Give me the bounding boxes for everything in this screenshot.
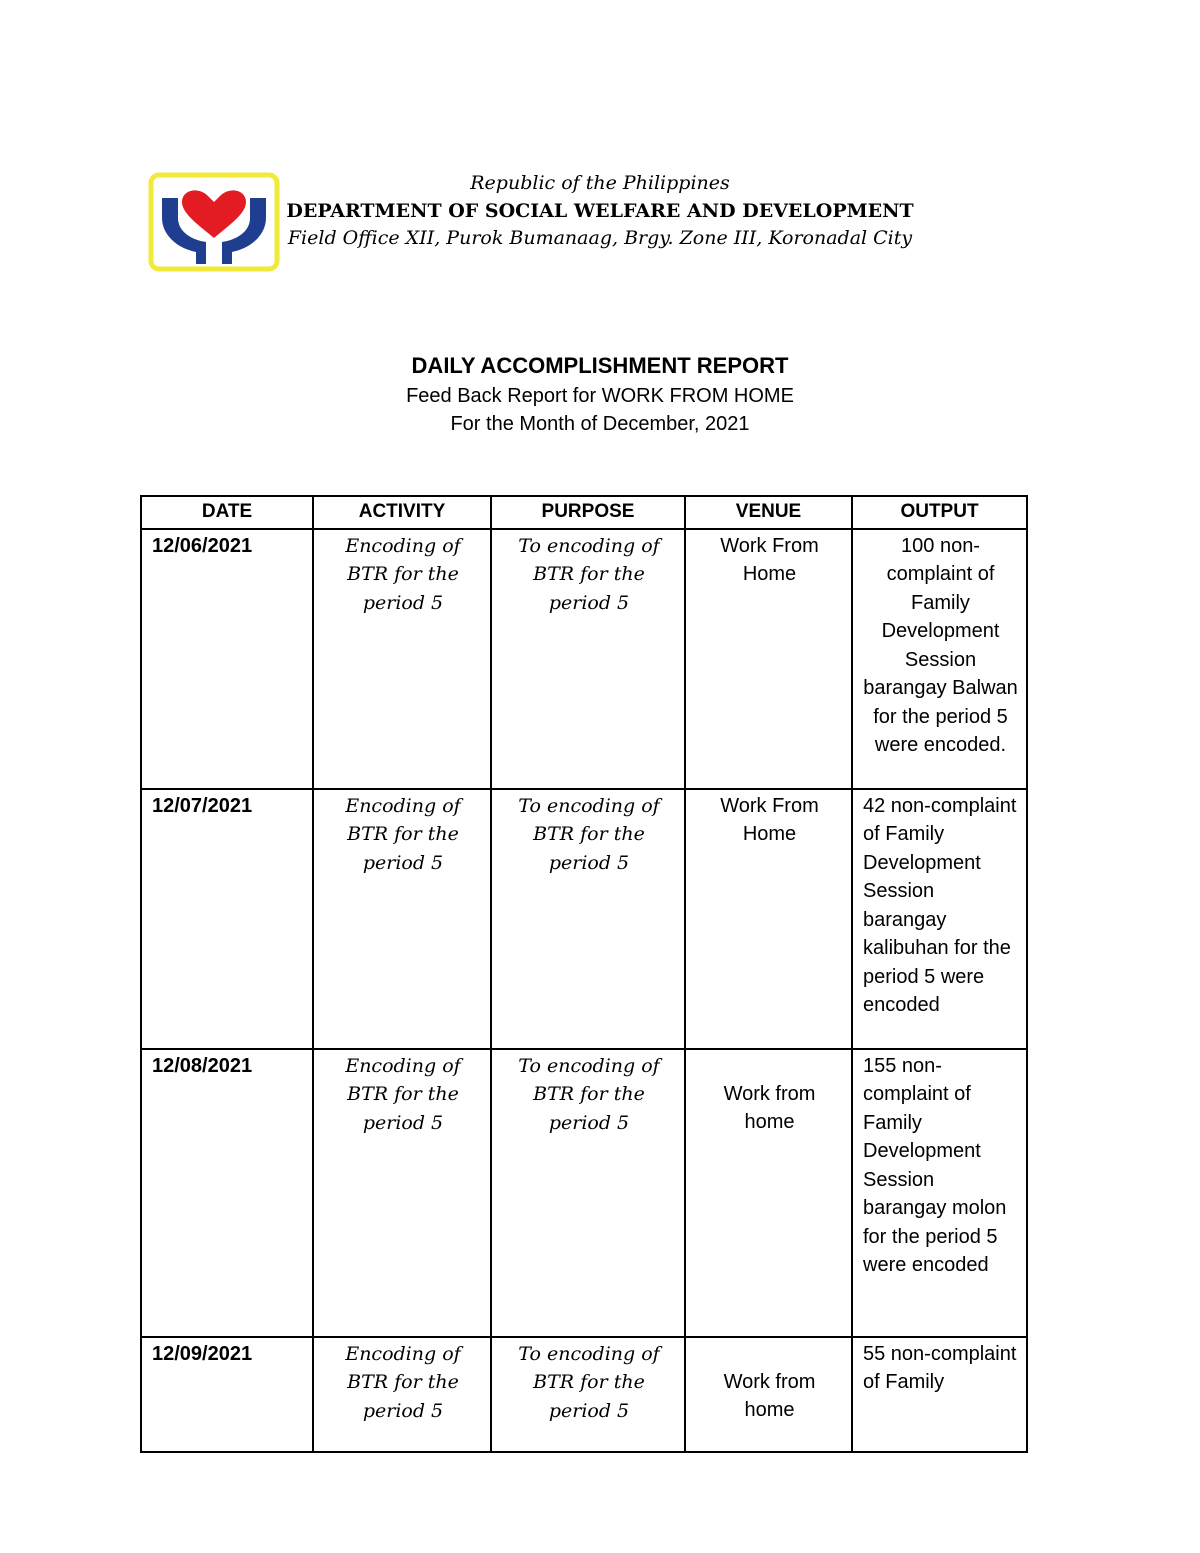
cell-activity: Encoding of BTR for the period 5 [313,1337,491,1452]
report-subtitle: Feed Back Report for WORK FROM HOME [406,385,794,407]
letterhead [280,170,920,252]
cell-activity: Encoding of BTR for the period 5 [313,789,491,1049]
cell-purpose: To encoding of BTR for the period 5 [491,789,685,1049]
cell-venue: Work From Home [685,789,852,1049]
cell-date: 12/07/2021 [141,789,313,1049]
cell-activity: Encoding of BTR for the period 5 [313,529,491,789]
cell-purpose: To encoding of BTR for the period 5 [491,1337,685,1452]
cell-venue: Work from home [685,1049,852,1337]
report-title: DAILY ACCOMPLISHMENT REPORT [411,353,789,378]
table-row [141,1337,1027,1452]
cell-output: 100 non-complaint of Family Development Session barangay Balwan for the period 5 were encoded. [852,529,1027,789]
header-activity: ACTIVITY [313,496,491,529]
accomplishment-table [140,495,1028,1453]
header-venue: VENUE [685,496,852,529]
cell-activity: Encoding of BTR for the period 5 [313,1049,491,1337]
department-name: DEPARTMENT OF SOCIAL WELFARE AND DEVELOPMENT [286,200,914,222]
header-output: OUTPUT [852,496,1027,529]
cell-date: 12/08/2021 [141,1049,313,1337]
table-row [141,529,1027,789]
office-address: Field Office XII, Purok Bumanaag, Brgy. Zone III, Koronadal City [287,227,913,249]
table-row [141,1049,1027,1337]
cell-output: 55 non-complaint of Family [852,1337,1027,1452]
cell-venue: Work From Home [685,529,852,789]
cell-date: 12/06/2021 [141,529,313,789]
cell-purpose: To encoding of BTR for the period 5 [491,1049,685,1337]
cell-output: 42 non-complaint of Family Development Session barangay kalibuhan for the period 5 were encoded [852,789,1027,1049]
report-titles [300,350,900,438]
table-header-row [141,496,1027,529]
table-row [141,789,1027,1049]
cell-purpose: To encoding of BTR for the period 5 [491,529,685,789]
cell-date: 12/09/2021 [141,1337,313,1452]
dswd-logo [148,172,280,272]
cell-venue: Work from home [685,1337,852,1452]
republic-line: Republic of the Philippines [470,172,730,194]
cell-output: 155 non-complaint of Family Development Session barangay molon for the period 5 were encoded [852,1049,1027,1337]
header-date: DATE [141,496,313,529]
report-period: For the Month of December, 2021 [450,413,750,435]
header-purpose: PURPOSE [491,496,685,529]
